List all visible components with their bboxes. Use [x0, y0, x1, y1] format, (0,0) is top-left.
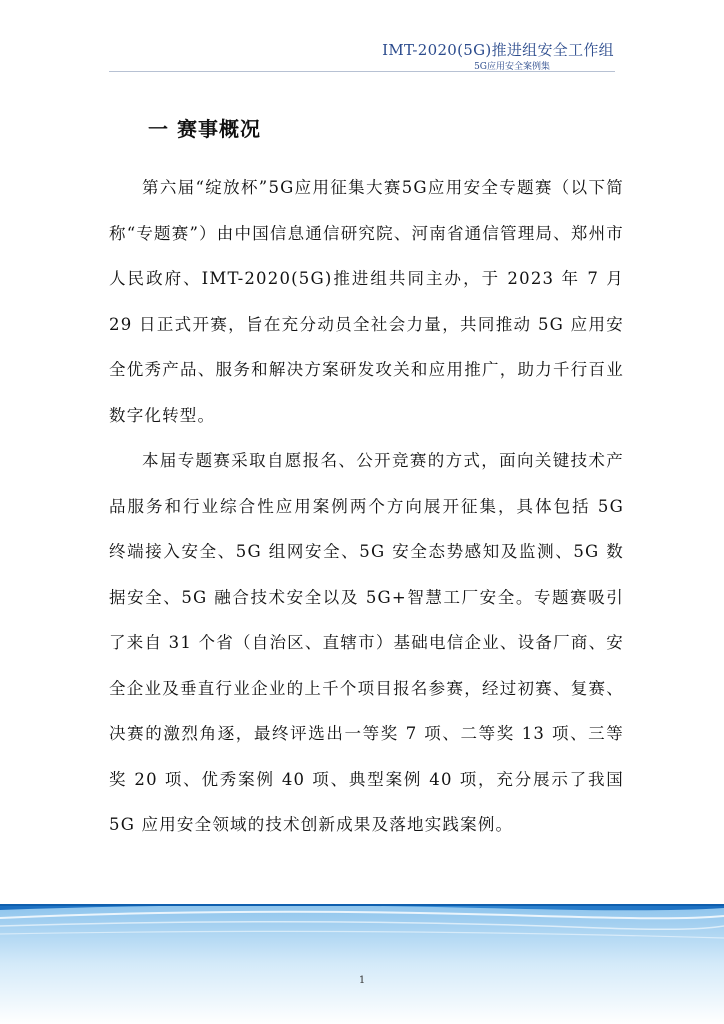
section-heading: 一 赛事概况	[148, 117, 261, 141]
header-title: IMT-2020(5G)推进组安全工作组	[382, 41, 614, 59]
paragraph-2: 本届专题赛采取自愿报名、公开竞赛的方式，面向关键技术产品服务和行业综合性应用案例两个方向展开征集，具体包括 5G 终端接入安全、5G 组网安全、5G 安全态势感知及监测、5G 数据安全、5G 融合技术安全以及 5G+智慧工厂安全。专题赛吸引了来自 31 个省（自治区、直辖市）基础电信企业、设备厂商、安全企业及垂直行业企业的上千个项目报名参赛，经过初赛、复赛、决赛的激烈角逐，最终评选出一等奖 7 项、二等奖 13 项、三等奖 20 项、优秀案例 40 项、典型案例 40 项，充分展示了我国 5G 应用安全领域的技术创新成果及落地实践案例。	[109, 451, 624, 834]
header-subtitle: 5G应用安全案例集	[474, 62, 550, 72]
footer-wave-decoration	[0, 904, 724, 1024]
page-number: 1	[358, 975, 366, 986]
body-text	[109, 165, 624, 848]
paragraph-1: 第六届“绽放杯”5G应用征集大赛5G应用安全专题赛（以下简称“专题赛”）由中国信息通信研究院、河南省通信管理局、郑州市人民政府、IMT-2020(5G)推进组共同主办，于 2023 年 7 月 29 日正式开赛，旨在充分动员全社会力量，共同推动 5G 应用安全优秀产品、服务和解决方案研发攻关和应用推广，助力千行百业数字化转型。	[109, 178, 624, 425]
header-divider	[109, 71, 615, 72]
